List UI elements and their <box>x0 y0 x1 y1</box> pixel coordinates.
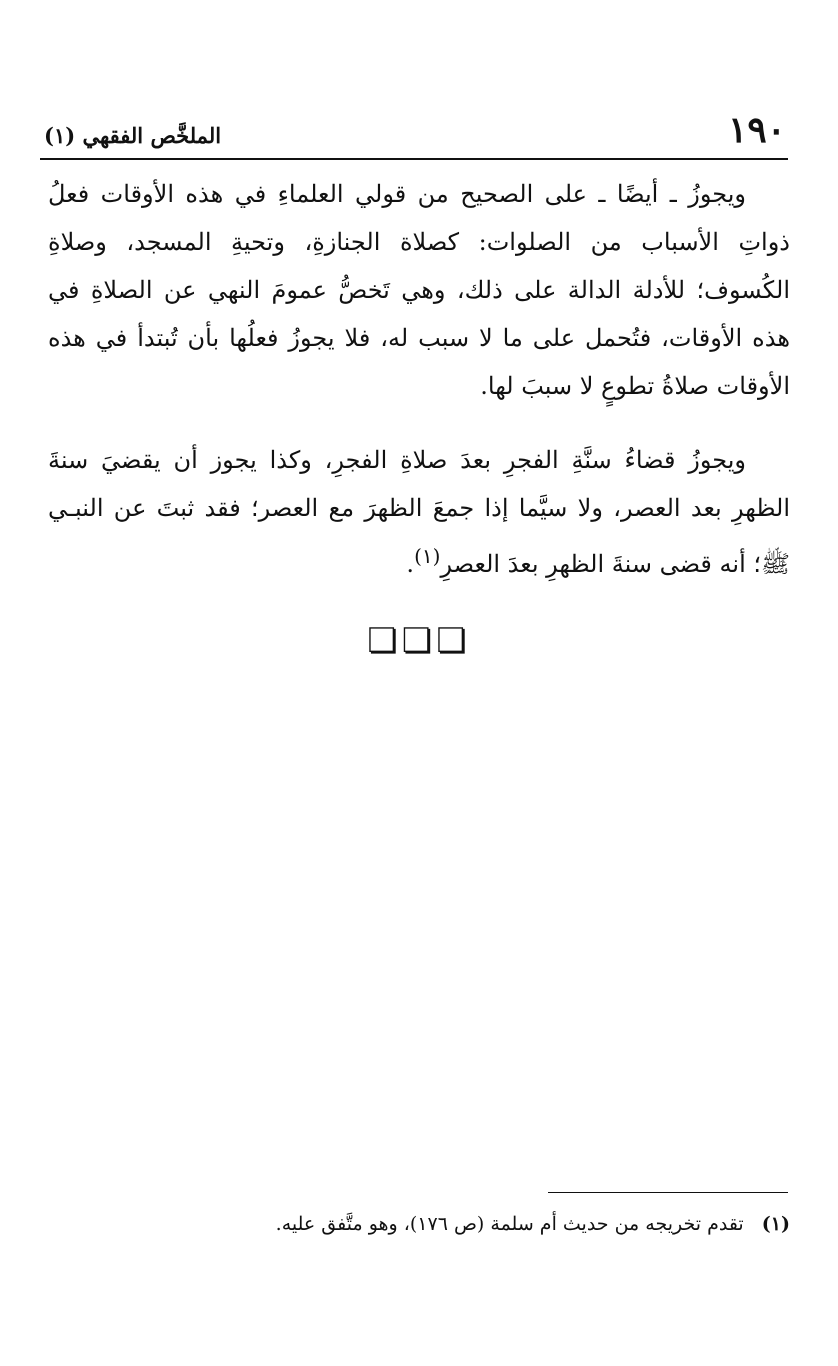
paragraph-text: ويجوزُ قضاءُ سنَّةِ الفجرِ بعدَ صلاةِ الفجرِ، وكذا يجوز أن يقضيَ سنةَ الظهرِ بعد العصر، ولا سيَّما إذا جمعَ الظهرَ مع العصر؛ فقد ثبتَ عن النبـي ﷺ؛ أنه قضى سنةَ الظهرِ بعدَ العصرِ <box>48 446 790 578</box>
section-separator: ❏❏❏ <box>367 621 471 661</box>
paragraph-text: ويجوزُ ـ أيضًا ـ على الصحيح من قولي العلماءِ في هذه الأوقات فعلُ ذواتِ الأسباب من الصلوات: كصلاة الجنازةِ، وتحيةِ المسجد، وصلاةِ الكُسوف؛ للأدلة الدالة على ذلك، وهي تَخصُّ عمومَ النهي عن الصلاةِ في هذه الأوقات، فتُحمل على ما لا سبب له، فلا يجوزُ فعلُها بأن تُبتدأ في هذه الأوقات صلاةُ تطوعٍ لا سببَ لها. <box>48 180 790 400</box>
main-text <box>48 170 790 614</box>
paragraph <box>48 436 790 588</box>
footnote-marker: (١) <box>761 1213 790 1235</box>
running-title: الملخَّص الفقهي (١) <box>44 123 222 148</box>
page-header <box>40 108 788 160</box>
footnote-text: تقدم تخريجه من حديث أم سلمة (ص ١٧٦)، وهو متَّفق عليه. <box>275 1213 744 1235</box>
page-number: ١٩٠ <box>727 109 786 151</box>
footnote <box>48 1208 790 1240</box>
footnote-reference[interactable]: (١) <box>414 544 441 568</box>
paragraph <box>48 170 790 410</box>
paragraph-end: . <box>406 550 415 578</box>
footnote-divider <box>548 1192 788 1193</box>
